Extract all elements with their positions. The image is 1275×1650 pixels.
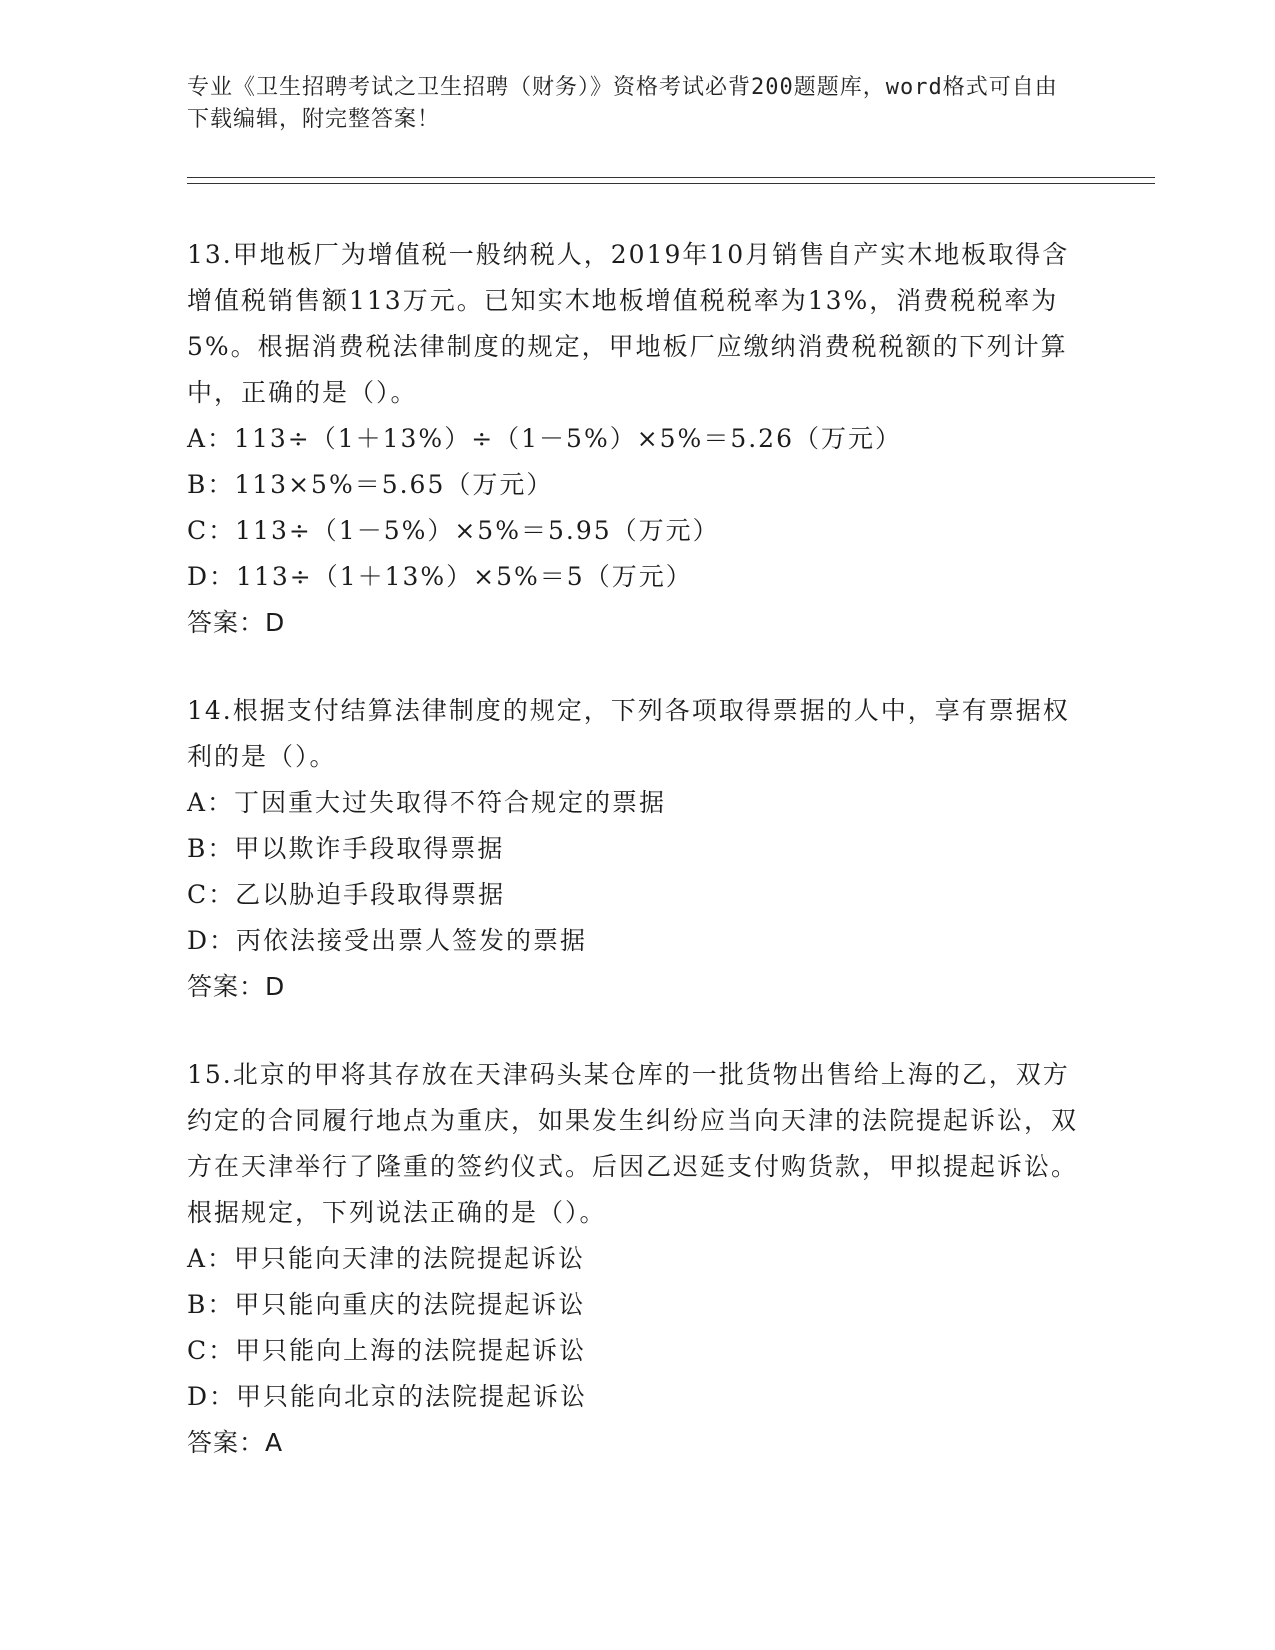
option-b: B：甲以欺诈手段取得票据 bbox=[187, 834, 505, 863]
option-a: A：113÷（1＋13%）÷（1－5%）×5%＝5.26（万元） bbox=[187, 424, 902, 453]
option-c: C：113÷（1－5%）×5%＝5.95（万元） bbox=[187, 516, 720, 545]
answer-line: 答案：A bbox=[187, 1428, 284, 1457]
option-c: C：乙以胁迫手段取得票据 bbox=[187, 880, 506, 909]
option-d: D：113÷（1＋13%）×5%＝5（万元） bbox=[187, 562, 693, 591]
answer-line: 答案：D bbox=[187, 972, 286, 1001]
question-15 bbox=[187, 1052, 1087, 1466]
option-a: A：甲只能向天津的法院提起诉讼 bbox=[187, 1244, 586, 1273]
option-d: D：丙依法接受出票人签发的票据 bbox=[187, 926, 588, 955]
answer-line: 答案：D bbox=[187, 608, 286, 637]
option-d: D：甲只能向北京的法院提起诉讼 bbox=[187, 1382, 588, 1411]
document-header: 专业《卫生招聘考试之卫生招聘（财务）》资格考试必背200题题库，word格式可自由下载编辑，附完整答案！ bbox=[187, 75, 1058, 132]
question-stem: 15.北京的甲将其存放在天津码头某仓库的一批货物出售给上海的乙，双方约定的合同履行地点为重庆，如果发生纠纷应当向天津的法院提起诉讼，双方在天津举行了隆重的签约仪式。后因乙迟延支付购货款，甲拟提起诉讼。根据规定，下列说法正确的是（）。 bbox=[187, 1060, 1079, 1227]
question-stem: 14.根据支付结算法律制度的规定，下列各项取得票据的人中，享有票据权利的是（）。 bbox=[187, 696, 1070, 771]
header-divider bbox=[187, 177, 1155, 184]
option-c: C：甲只能向上海的法院提起诉讼 bbox=[187, 1336, 587, 1365]
question-stem: 13.甲地板厂为增值税一般纳税人，2019年10月销售自产实木地板取得含增值税销售额113万元。已知实木地板增值税税率为13%，消费税税率为5%。根据消费税法律制度的规定，甲地板厂应缴纳消费税税额的下列计算中，正确的是（）。 bbox=[187, 240, 1070, 407]
option-b: B：113×5%＝5.65（万元） bbox=[187, 470, 554, 499]
option-b: B：甲只能向重庆的法院提起诉讼 bbox=[187, 1290, 586, 1319]
question-13 bbox=[187, 232, 1087, 646]
question-14 bbox=[187, 688, 1087, 1010]
option-a: A：丁因重大过失取得不符合规定的票据 bbox=[187, 788, 667, 817]
